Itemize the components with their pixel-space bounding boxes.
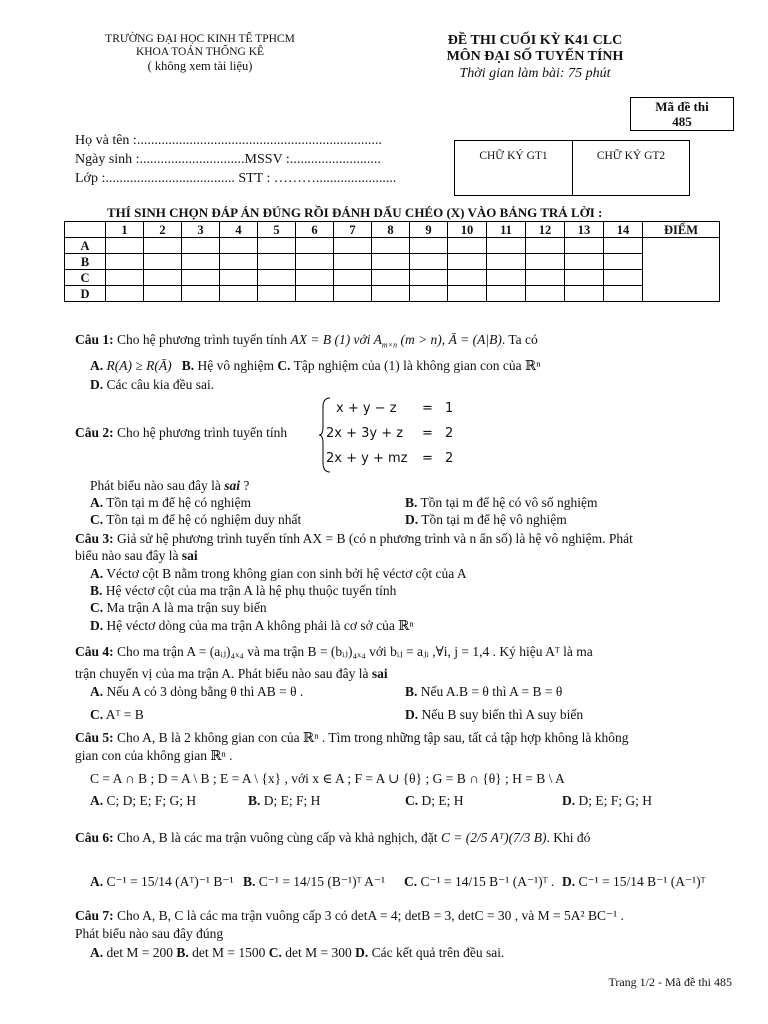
q2-b-label: B. xyxy=(405,495,418,510)
answer-cell[interactable] xyxy=(526,238,565,254)
question-5 xyxy=(75,730,629,746)
q3-d-label: D. xyxy=(90,618,104,633)
answer-cell[interactable] xyxy=(410,270,448,286)
answer-cell[interactable] xyxy=(258,238,296,254)
q2-rhs2: 2 xyxy=(445,426,454,441)
q6-option-c[interactable]: C⁻¹ = 14/15 B⁻¹ (A⁻¹)ᵀ . xyxy=(420,874,555,889)
dob-mssv-field[interactable]: Ngày sinh :..............................MSSV :.......................... xyxy=(75,152,381,167)
q2-option-a[interactable]: Tồn tại m để hệ có nghiệm xyxy=(106,495,251,510)
score-header: ĐIỂM xyxy=(643,222,720,238)
q4-line-2 xyxy=(75,666,388,682)
q2-eq1: x + y − z xyxy=(336,401,397,416)
q5-option-c-row xyxy=(405,793,464,809)
answer-cell[interactable] xyxy=(258,254,296,270)
answer-cell[interactable] xyxy=(526,270,565,286)
exam-subject: MÔN ĐẠI SỐ TUYẾN TÍNH xyxy=(446,49,624,64)
q6-option-a-row xyxy=(90,874,234,890)
q2-option-d-row xyxy=(405,512,567,528)
q3-option-c[interactable]: Ma trận A là ma trận suy biến xyxy=(106,600,267,615)
q3-line-2 xyxy=(75,548,198,564)
q5-option-d-row xyxy=(562,793,652,809)
answer-cell[interactable] xyxy=(334,270,372,286)
exam-title: ĐỀ THI CUỐI KỲ K41 CLC xyxy=(447,33,623,48)
col-header: 6 xyxy=(296,222,334,238)
q3-b-label: B. xyxy=(90,583,103,598)
row-label: C xyxy=(65,270,106,286)
answer-cell[interactable] xyxy=(448,286,487,302)
school-name: TRƯỜNG ĐẠI HỌC KINH TẾ TPHCM xyxy=(105,33,295,45)
q1-augmented: Ā = (A|B) xyxy=(448,332,502,347)
q2-option-c-row xyxy=(90,512,301,528)
col-header: 2 xyxy=(144,222,182,238)
q5-option-d[interactable]: D; E; F; G; H xyxy=(578,793,653,808)
q7-a-label: A. xyxy=(90,945,104,960)
q3-text-2: biểu nào sau đây là xyxy=(75,548,179,563)
exam-code: 485 xyxy=(672,114,692,129)
q4-d-label: D. xyxy=(405,707,419,722)
answer-cell[interactable] xyxy=(334,238,372,254)
answer-cell[interactable] xyxy=(487,270,526,286)
q2-prompt xyxy=(90,478,249,494)
question-1 xyxy=(75,332,538,350)
answer-cell[interactable] xyxy=(604,254,643,270)
q4-option-a-row xyxy=(90,684,303,700)
q5-c-label: C. xyxy=(405,793,419,808)
q3-option-b-row xyxy=(90,583,396,599)
q6-d-label: D. xyxy=(562,874,576,889)
col-header: 13 xyxy=(565,222,604,238)
class-stt-field[interactable]: Lớp :..................................... STT : ………....................... xyxy=(75,171,397,186)
q1-option-c[interactable]: Tập nghiệm của (1) là không gian con của xyxy=(293,358,522,373)
signature-box-gt2 xyxy=(572,140,690,196)
q2-d-label: D. xyxy=(405,512,419,527)
answer-row xyxy=(65,270,720,286)
q1-option-d[interactable]: Các câu kia đều sai. xyxy=(106,377,215,392)
q3-sai: sai xyxy=(181,548,198,563)
q1-option-b[interactable]: Hệ vô nghiệm xyxy=(197,358,275,373)
q5-option-a[interactable]: C; D; E; F; G; H xyxy=(106,793,197,808)
answer-cell[interactable] xyxy=(296,270,334,286)
answer-cell[interactable] xyxy=(372,270,410,286)
col-header: 7 xyxy=(334,222,372,238)
answer-cell[interactable] xyxy=(106,286,144,302)
signature-label-gt1: CHỮ KÝ GT1 xyxy=(479,150,548,162)
q1-b-label: B. xyxy=(181,358,195,373)
q3-option-a[interactable]: Véctơ cột B nằm trong không gian con sinh bởi hệ véctơ cột của A xyxy=(106,566,467,581)
answer-cell[interactable] xyxy=(334,286,372,302)
q1-options-row1 xyxy=(90,358,540,374)
answer-cell[interactable] xyxy=(372,254,410,270)
q4-option-d-row xyxy=(405,707,583,723)
q1-option-a[interactable]: R(A) ≥ R(Ā) xyxy=(106,358,172,373)
answer-cell[interactable] xyxy=(410,238,448,254)
q2-c-label: C. xyxy=(90,512,104,527)
q5-option-a-row xyxy=(90,793,196,809)
q7-option-c[interactable]: det M = 300 xyxy=(285,945,352,960)
q5-sets-text: C = A ∩ B ; D = A \ B ; E = A \ {x} , với x ∈ A ; F = A ∪ {θ} ; G = B ∩ {θ} ; H = B \ A xyxy=(90,771,565,786)
col-header: 3 xyxy=(182,222,220,238)
q2-question-mark: ? xyxy=(239,478,250,493)
row-label: D xyxy=(65,286,106,302)
answer-cell[interactable] xyxy=(258,270,296,286)
q2-eq2: 2x + 3y + z xyxy=(326,426,404,441)
q2-eq-sign: = xyxy=(422,426,433,441)
answer-cell[interactable] xyxy=(526,286,565,302)
answer-cell[interactable] xyxy=(220,286,258,302)
row-label: A xyxy=(65,238,106,254)
q2-text: Cho hệ phương trình tuyến tính xyxy=(117,425,288,440)
q4-text-1: Cho ma trận A = (aᵢⱼ)₄ₓ₄ và ma trận B = (bᵢⱼ)₄ₓ₄ với bᵢⱼ = aⱼᵢ ,∀i, j = 1,4 . Ký hiệu Aᵀ là ma xyxy=(117,644,593,659)
signature-label-gt2: CHỮ KÝ GT2 xyxy=(596,150,666,162)
answer-cell[interactable] xyxy=(296,286,334,302)
answer-row xyxy=(65,238,720,254)
answer-cell[interactable] xyxy=(182,238,220,254)
col-header: 14 xyxy=(604,222,643,238)
q6-lead: Câu 6: xyxy=(75,830,114,845)
answer-cell[interactable] xyxy=(220,238,258,254)
exam-code-box xyxy=(630,97,734,131)
answer-cell[interactable] xyxy=(144,238,182,254)
q4-b-label: B. xyxy=(405,684,418,699)
q1-d-label: D. xyxy=(90,377,104,392)
answer-cell[interactable] xyxy=(144,286,182,302)
answer-instruction: THÍ SINH CHỌN ĐÁP ÁN ĐÚNG RỒI ĐÁNH DẤU CHÉO (X) VÀO BẢNG TRẢ LỜI : xyxy=(107,205,603,220)
q6-option-d[interactable]: C⁻¹ = 15/14 B⁻¹ (A⁻¹)ᵀ xyxy=(578,874,706,889)
q1-condition: (m > n), xyxy=(400,332,446,347)
answer-cell[interactable] xyxy=(372,286,410,302)
q2-option-c[interactable]: Tồn tại m để hệ có nghiệm duy nhất xyxy=(106,512,302,527)
q7-text-1: Cho A, B, C là các ma trận vuông cấp 3 có detA = 4; detB = 3, detC = 30 , và M = 5A² BC⁻¹ . xyxy=(117,908,624,923)
answer-cell[interactable] xyxy=(410,254,448,270)
answer-cell[interactable] xyxy=(182,254,220,270)
answer-table xyxy=(64,221,720,302)
q2-sai: sai xyxy=(224,478,240,493)
signature-box-gt1 xyxy=(454,140,573,196)
answer-row xyxy=(65,286,720,302)
answer-cell[interactable] xyxy=(106,270,144,286)
q7-c-label: C. xyxy=(268,945,282,960)
q3-text-1: Giả sử hệ phương trình tuyến tính AX = B (có n phương trình và n ẩn số) là hệ vô nghiệm. Phát xyxy=(117,531,633,546)
q6-option-b[interactable]: C⁻¹ = 14/15 (B⁻¹)ᵀ A⁻¹ xyxy=(258,874,386,889)
q5-option-c[interactable]: D; E; H xyxy=(421,793,464,808)
col-header: 11 xyxy=(487,222,526,238)
answer-cell[interactable] xyxy=(220,270,258,286)
q2-prompt-text: Phát biểu nào sau đây là xyxy=(90,478,221,493)
answer-cell[interactable] xyxy=(565,238,604,254)
q5-lead: Câu 5: xyxy=(75,730,114,745)
q3-option-d-row xyxy=(90,618,414,634)
q4-sai: sai xyxy=(371,666,388,681)
answer-cell[interactable] xyxy=(487,254,526,270)
q4-option-a[interactable]: Nếu A có 3 dòng bằng θ thì AB = θ . xyxy=(106,684,304,699)
answer-cell[interactable] xyxy=(487,286,526,302)
faculty-name: KHOA TOÁN THỐNG KÊ xyxy=(135,46,265,58)
q2-eq3: 2x + y + mz xyxy=(326,451,408,466)
q2-a-label: A. xyxy=(90,495,104,510)
question-6 xyxy=(75,830,590,846)
answer-cell[interactable] xyxy=(565,270,604,286)
row-label: B xyxy=(65,254,106,270)
answer-cell[interactable] xyxy=(565,254,604,270)
answer-cell[interactable] xyxy=(526,254,565,270)
q7-option-d[interactable]: Các kết quả trên đều sai. xyxy=(371,945,505,960)
q3-c-label: C. xyxy=(90,600,104,615)
col-header: 5 xyxy=(258,222,296,238)
q3-option-b[interactable]: Hệ véctơ cột của ma trận A là hệ phụ thuộc tuyến tính xyxy=(105,583,397,598)
q5-text-1: Cho A, B là 2 không gian con của ℝⁿ . Tìm trong những tập sau, tất cả tập hợp không là không xyxy=(117,730,629,745)
answer-cell[interactable] xyxy=(410,286,448,302)
q1-equation: AX = B (1) với A xyxy=(290,332,382,347)
q7-option-b[interactable]: det M = 1500 xyxy=(192,945,266,960)
q7-line-2 xyxy=(75,926,223,942)
answer-row xyxy=(65,254,720,270)
q2-option-b-row xyxy=(405,495,598,511)
q2-option-d[interactable]: Tồn tại m để hệ vô nghiệm xyxy=(421,512,567,527)
q2-rhs1: 1 xyxy=(445,401,454,416)
q1-subscript: m×n xyxy=(381,340,398,350)
q4-lead: Câu 4: xyxy=(75,644,114,659)
answer-cell[interactable] xyxy=(220,254,258,270)
question-2 xyxy=(75,425,287,441)
q3-option-a-row xyxy=(90,566,467,582)
q7-b-label: B. xyxy=(176,945,189,960)
q2-eq-sign: = xyxy=(422,451,433,466)
answer-table-header xyxy=(65,222,720,238)
q6-a-label: A. xyxy=(90,874,104,889)
answer-cell[interactable] xyxy=(258,286,296,302)
question-3 xyxy=(75,531,633,547)
q1-options-row2 xyxy=(90,377,214,393)
corner-cell xyxy=(65,222,106,238)
q3-lead: Câu 3: xyxy=(75,531,114,546)
exam-code-label: Mã đề thi xyxy=(655,99,709,114)
q1-lead: Câu 1: xyxy=(75,332,114,347)
q2-rhs3: 2 xyxy=(445,451,454,466)
answer-cell[interactable] xyxy=(296,254,334,270)
question-4 xyxy=(75,644,593,660)
q3-a-label: A. xyxy=(90,566,104,581)
q5-sets xyxy=(90,771,565,787)
col-header: 8 xyxy=(372,222,410,238)
q1-c-label: C. xyxy=(277,358,291,373)
col-header: 10 xyxy=(448,222,487,238)
q6-option-d-row xyxy=(562,874,706,890)
q3-option-d[interactable]: Hệ véctơ dòng của ma trận A không phải là cơ sở của ℝⁿ xyxy=(106,618,414,633)
q6-option-a[interactable]: C⁻¹ = 15/14 (Aᵀ)⁻¹ B⁻¹ xyxy=(106,874,234,889)
q2-option-b[interactable]: Tồn tại m để hệ có vô số nghiệm xyxy=(420,495,598,510)
q1-rn: ℝⁿ xyxy=(524,358,541,373)
answer-cell[interactable] xyxy=(372,238,410,254)
q2-eq-sign: = xyxy=(422,401,433,416)
q5-b-label: B. xyxy=(248,793,261,808)
q6-definition: C = (2/5 Aᵀ)(7/3 B) xyxy=(440,830,547,845)
name-field[interactable]: Họ và tên :...................................................................... xyxy=(75,133,382,148)
answer-cell[interactable] xyxy=(487,238,526,254)
exam-note: ( không xem tài liệu) xyxy=(147,59,253,73)
q7-option-a[interactable]: det M = 200 xyxy=(106,945,173,960)
answer-cell[interactable] xyxy=(604,238,643,254)
col-header: 4 xyxy=(220,222,258,238)
q5-a-label: A. xyxy=(90,793,104,808)
q4-c-label: C. xyxy=(90,707,104,722)
q6-tail: . Khi đó xyxy=(546,830,591,845)
answer-cell[interactable] xyxy=(106,254,144,270)
q5-text-2: gian con của không gian ℝⁿ . xyxy=(75,748,233,763)
q1-tail: . Ta có xyxy=(501,332,538,347)
q1-text: Cho hệ phương trình tuyến tính xyxy=(117,332,288,347)
q4-a-label: A. xyxy=(90,684,104,699)
question-7 xyxy=(75,908,624,924)
q7-d-label: D. xyxy=(355,945,369,960)
q4-option-c-row xyxy=(90,707,144,723)
answer-cell[interactable] xyxy=(182,286,220,302)
page-footer: Trang 1/2 - Mã đề thi 485 xyxy=(608,975,732,989)
q2-lead: Câu 2: xyxy=(75,425,114,440)
q5-option-b[interactable]: D; E; F; H xyxy=(263,793,321,808)
answer-cell[interactable] xyxy=(448,270,487,286)
q6-option-b-row xyxy=(243,874,385,890)
q6-text: Cho A, B là các ma trận vuông cùng cấp và khả nghịch, đặt xyxy=(117,830,438,845)
exam-time: Thời gian làm bài: 75 phút xyxy=(459,66,611,81)
col-header: 9 xyxy=(410,222,448,238)
q4-option-d[interactable]: Nếu B suy biến thì A suy biến xyxy=(421,707,584,722)
q4-option-b[interactable]: Nếu A.B = θ thì A = B = θ xyxy=(420,684,563,699)
q6-option-c-row xyxy=(404,874,554,890)
q1-a-label: A. xyxy=(90,358,104,373)
answer-cell[interactable] xyxy=(182,270,220,286)
answer-cell[interactable] xyxy=(565,286,604,302)
q4-option-c[interactable]: Aᵀ = B xyxy=(105,707,144,722)
answer-cell[interactable] xyxy=(144,270,182,286)
answer-cell[interactable] xyxy=(604,270,643,286)
q7-text-2: Phát biểu nào sau đây đúng xyxy=(75,926,224,941)
answer-cell[interactable] xyxy=(604,286,643,302)
answer-cell[interactable] xyxy=(144,254,182,270)
q7-options-row xyxy=(90,945,504,961)
q6-b-label: B. xyxy=(243,874,256,889)
col-header: 1 xyxy=(106,222,144,238)
q5-line-2 xyxy=(75,748,233,764)
q5-d-label: D. xyxy=(562,793,576,808)
q5-option-b-row xyxy=(248,793,320,809)
q2-option-a-row xyxy=(90,495,251,511)
answer-cell[interactable] xyxy=(448,238,487,254)
q6-c-label: C. xyxy=(404,874,418,889)
answer-cell[interactable] xyxy=(448,254,487,270)
score-cell xyxy=(643,238,720,302)
answer-cell[interactable] xyxy=(106,238,144,254)
q7-lead: Câu 7: xyxy=(75,908,114,923)
q4-text-2: trận chuyển vị của ma trận A. Phát biểu nào sau đây là xyxy=(75,666,369,681)
q3-option-c-row xyxy=(90,600,267,616)
answer-cell[interactable] xyxy=(334,254,372,270)
answer-cell[interactable] xyxy=(296,238,334,254)
col-header: 12 xyxy=(526,222,565,238)
q4-option-b-row xyxy=(405,684,562,700)
